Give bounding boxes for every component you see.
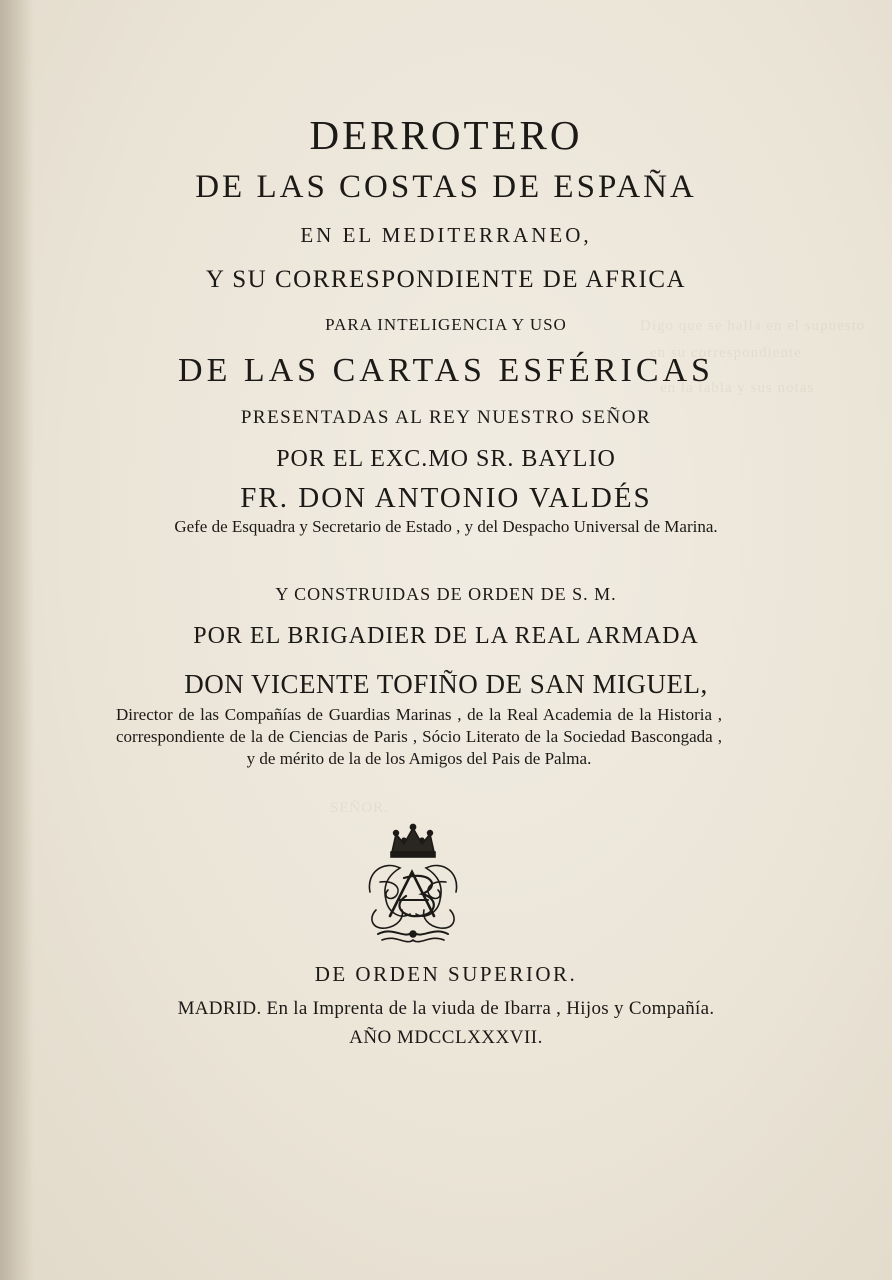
imprint-printer: MADRID. En la Imprenta de la viuda de Ibarra , Hijos y Compañía. [177, 998, 715, 1019]
office-description: Gefe de Esquadra y Secretario de Estado , y del Despacho Universal de Marina. [174, 517, 718, 536]
show-through-text: SEÑOR. [330, 800, 389, 816]
imprint-year: AÑO MDCCLXXXVII. [349, 1027, 543, 1048]
title-presentadas: PRESENTADAS AL REY NUESTRO SEÑOR [240, 407, 652, 428]
title-brigadier: POR EL BRIGADIER DE LA REAL ARMADA [193, 623, 699, 649]
imprint-orden: DE ORDEN SUPERIOR. [314, 962, 578, 986]
title-cartas: DE LAS CARTAS ESFÉRICAS [178, 352, 714, 389]
title-baylio: POR EL EXC.MO SR. BAYLIO [276, 446, 616, 472]
title-africa: Y SU CORRESPONDIENTE DE AFRICA [205, 266, 687, 293]
title-valdes: FR. DON ANTONIO VALDÉS [240, 482, 652, 514]
title-tofino: DON VICENTE TOFIÑO DE SAN MIGUEL, [184, 669, 708, 699]
title-inteligencia: PARA INTELIGENCIA Y USO [325, 315, 567, 334]
title-construidas: Y CONSTRUIDAS DE ORDEN DE S. M. [275, 584, 617, 604]
title-derrotero: DERROTERO [309, 112, 583, 158]
show-through-text: en la tabla y sus notas [660, 380, 815, 396]
title-costas: DE LAS COSTAS DE ESPAÑA [195, 169, 697, 205]
show-through-text: Digo que se halla en el supuesto [640, 318, 866, 334]
show-through-text: en su correspondiente [650, 345, 802, 361]
title-mediterraneo: EN EL MEDITERRANEO, [300, 223, 592, 247]
crowned-monogram-icon [360, 822, 466, 950]
author-credentials: Director de las Compañías de Guardias Marinas , de la Real Academia de la Historia , correspondiente de la de Ciencias de Paris , Sócio Literato de la Sociedad Bascongada , y de mérito de la de los Amigos del Pais de Palma. [116, 705, 722, 768]
